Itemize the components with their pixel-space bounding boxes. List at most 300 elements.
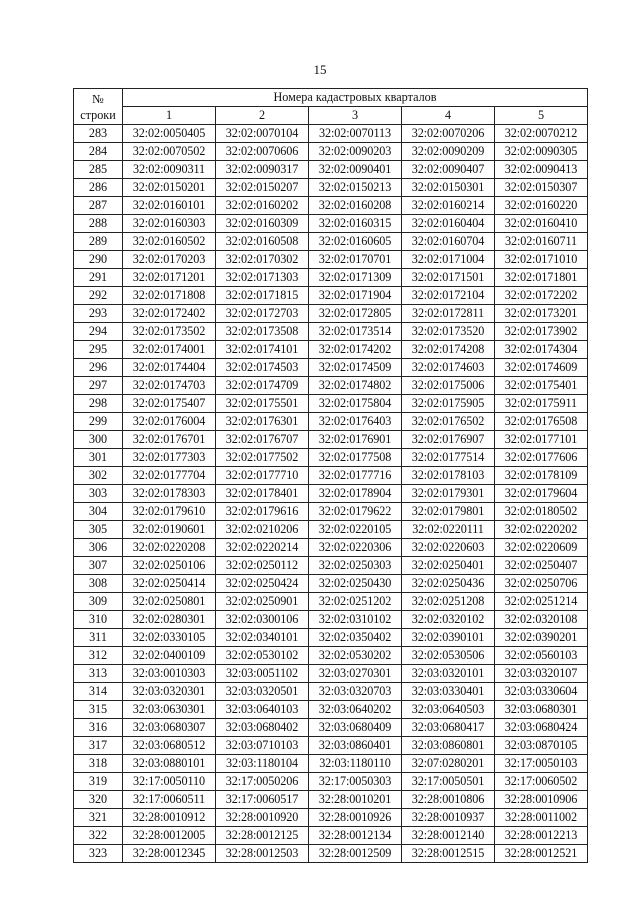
table-row xyxy=(74,737,588,755)
cadastral-number-cell: 32:07:0280201 xyxy=(402,755,495,773)
table-row xyxy=(74,755,588,773)
row-number-cell: 299 xyxy=(74,413,123,431)
cadastral-number-cell: 32:02:0250303 xyxy=(309,557,402,575)
cadastral-number-cell: 32:02:0171801 xyxy=(495,269,588,287)
cadastral-number-cell: 32:02:0250112 xyxy=(216,557,309,575)
table-row xyxy=(74,665,588,683)
cadastral-number-cell: 32:02:0177508 xyxy=(309,449,402,467)
row-number-cell: 303 xyxy=(74,485,123,503)
cadastral-number-cell: 32:02:0177710 xyxy=(216,467,309,485)
cadastral-number-cell: 32:02:0178904 xyxy=(309,485,402,503)
cadastral-number-cell: 32:02:0179301 xyxy=(402,485,495,503)
cadastral-number-cell: 32:02:0172703 xyxy=(216,305,309,323)
table-row xyxy=(74,575,588,593)
cadastral-number-cell: 32:02:0250436 xyxy=(402,575,495,593)
cadastral-number-cell: 32:02:0150301 xyxy=(402,179,495,197)
cadastral-number-cell: 32:02:0090311 xyxy=(123,161,216,179)
cadastral-quarters-table xyxy=(73,88,588,863)
cadastral-number-cell: 32:02:0340101 xyxy=(216,629,309,647)
cadastral-number-cell: 32:02:0173502 xyxy=(123,323,216,341)
cadastral-number-cell: 32:02:0173201 xyxy=(495,305,588,323)
column-number-header: 3 xyxy=(309,107,402,125)
row-number-cell: 302 xyxy=(74,467,123,485)
cadastral-number-cell: 32:02:0171309 xyxy=(309,269,402,287)
cadastral-number-cell: 32:02:0176907 xyxy=(402,431,495,449)
cadastral-number-cell: 32:02:0310102 xyxy=(309,611,402,629)
row-number-cell: 306 xyxy=(74,539,123,557)
row-number-cell: 319 xyxy=(74,773,123,791)
cadastral-number-cell: 32:03:0320107 xyxy=(495,665,588,683)
table-row xyxy=(74,485,588,503)
cadastral-number-cell: 32:02:0070212 xyxy=(495,125,588,143)
cadastral-number-cell: 32:02:0070113 xyxy=(309,125,402,143)
cadastral-number-cell: 32:02:0160208 xyxy=(309,197,402,215)
cadastral-number-cell: 32:02:0176301 xyxy=(216,413,309,431)
table-row xyxy=(74,791,588,809)
cadastral-number-cell: 32:02:0177716 xyxy=(309,467,402,485)
cadastral-number-cell: 32:02:0171201 xyxy=(123,269,216,287)
cadastral-number-cell: 32:02:0177606 xyxy=(495,449,588,467)
cadastral-number-cell: 32:28:0010937 xyxy=(402,809,495,827)
row-number-cell: 311 xyxy=(74,629,123,647)
cadastral-number-cell: 32:02:0530202 xyxy=(309,647,402,665)
row-number-cell: 315 xyxy=(74,701,123,719)
table-row xyxy=(74,395,588,413)
cadastral-number-cell: 32:02:0210206 xyxy=(216,521,309,539)
cadastral-number-cell: 32:03:0010303 xyxy=(123,665,216,683)
row-number-cell: 287 xyxy=(74,197,123,215)
cadastral-number-cell: 32:02:0220214 xyxy=(216,539,309,557)
cadastral-number-cell: 32:02:0070606 xyxy=(216,143,309,161)
header-row-column-numbers xyxy=(74,107,588,125)
cadastral-number-cell: 32:03:0320301 xyxy=(123,683,216,701)
cadastral-number-cell: 32:02:0560103 xyxy=(495,647,588,665)
cadastral-number-cell: 32:03:0640202 xyxy=(309,701,402,719)
cadastral-number-cell: 32:02:0250706 xyxy=(495,575,588,593)
cadastral-number-cell: 32:02:0176004 xyxy=(123,413,216,431)
table-row xyxy=(74,521,588,539)
cadastral-number-cell: 32:02:0174609 xyxy=(495,359,588,377)
cadastral-number-cell: 32:02:0172202 xyxy=(495,287,588,305)
cadastral-number-cell: 32:02:0530102 xyxy=(216,647,309,665)
cadastral-number-cell: 32:02:0176901 xyxy=(309,431,402,449)
cadastral-number-cell: 32:17:0060517 xyxy=(216,791,309,809)
row-number-cell: 321 xyxy=(74,809,123,827)
cadastral-number-cell: 32:02:0174503 xyxy=(216,359,309,377)
cadastral-number-cell: 32:02:0250424 xyxy=(216,575,309,593)
cadastral-number-cell: 32:02:0090317 xyxy=(216,161,309,179)
cadastral-number-cell: 32:02:0171004 xyxy=(402,251,495,269)
cadastral-number-cell: 32:02:0160410 xyxy=(495,215,588,233)
table-row xyxy=(74,179,588,197)
cadastral-number-cell: 32:02:0178401 xyxy=(216,485,309,503)
cadastral-number-cell: 32:02:0070502 xyxy=(123,143,216,161)
column-number-header: 2 xyxy=(216,107,309,125)
row-number-cell: 292 xyxy=(74,287,123,305)
row-number-cell: 283 xyxy=(74,125,123,143)
cadastral-number-cell: 32:02:0175401 xyxy=(495,377,588,395)
cadastral-number-cell: 32:02:0150201 xyxy=(123,179,216,197)
cadastral-number-cell: 32:02:0160605 xyxy=(309,233,402,251)
cadastral-number-cell: 32:02:0250407 xyxy=(495,557,588,575)
row-number-cell: 310 xyxy=(74,611,123,629)
column-number-header: 1 xyxy=(123,107,216,125)
cadastral-number-cell: 32:02:0178109 xyxy=(495,467,588,485)
row-number-cell: 318 xyxy=(74,755,123,773)
table-row xyxy=(74,611,588,629)
cadastral-number-cell: 32:02:0177303 xyxy=(123,449,216,467)
row-number-cell: 285 xyxy=(74,161,123,179)
cadastral-number-cell: 32:02:0177502 xyxy=(216,449,309,467)
cadastral-number-cell: 32:02:0179616 xyxy=(216,503,309,521)
row-number-cell: 304 xyxy=(74,503,123,521)
row-number-cell: 313 xyxy=(74,665,123,683)
cadastral-number-cell: 32:02:0177101 xyxy=(495,431,588,449)
cadastral-number-cell: 32:02:0250430 xyxy=(309,575,402,593)
row-number-cell: 293 xyxy=(74,305,123,323)
cadastral-number-cell: 32:02:0179610 xyxy=(123,503,216,521)
cadastral-number-cell: 32:02:0070206 xyxy=(402,125,495,143)
cadastral-number-cell: 32:02:0175407 xyxy=(123,395,216,413)
cadastral-number-cell: 32:02:0160303 xyxy=(123,215,216,233)
cadastral-number-cell: 32:02:0160220 xyxy=(495,197,588,215)
cadastral-number-cell: 32:02:0251202 xyxy=(309,593,402,611)
table-row xyxy=(74,449,588,467)
cadastral-number-cell: 32:02:0090209 xyxy=(402,143,495,161)
cadastral-number-cell: 32:02:0220306 xyxy=(309,539,402,557)
cadastral-number-cell: 32:03:0880101 xyxy=(123,755,216,773)
cadastral-number-cell: 32:17:0060511 xyxy=(123,791,216,809)
cadastral-number-cell: 32:02:0177514 xyxy=(402,449,495,467)
cadastral-number-cell: 32:28:0012515 xyxy=(402,845,495,863)
row-number-cell: 295 xyxy=(74,341,123,359)
cadastral-number-cell: 32:02:0160202 xyxy=(216,197,309,215)
cadastral-number-cell: 32:02:0160704 xyxy=(402,233,495,251)
cadastral-number-cell: 32:02:0174202 xyxy=(309,341,402,359)
cadastral-number-cell: 32:02:0173520 xyxy=(402,323,495,341)
cadastral-number-cell: 32:02:0220609 xyxy=(495,539,588,557)
cadastral-number-cell: 32:02:0070104 xyxy=(216,125,309,143)
cadastral-number-cell: 32:02:0171808 xyxy=(123,287,216,305)
cadastral-number-cell: 32:02:0179801 xyxy=(402,503,495,521)
cadastral-number-cell: 32:02:0330105 xyxy=(123,629,216,647)
row-number-cell: 300 xyxy=(74,431,123,449)
cadastral-number-cell: 32:03:0330604 xyxy=(495,683,588,701)
table-row xyxy=(74,341,588,359)
cadastral-number-cell: 32:28:0010920 xyxy=(216,809,309,827)
row-number-cell: 284 xyxy=(74,143,123,161)
cadastral-number-cell: 32:03:1180104 xyxy=(216,755,309,773)
row-number-cell: 288 xyxy=(74,215,123,233)
cadastral-number-cell: 32:02:0174802 xyxy=(309,377,402,395)
cadastral-number-cell: 32:02:0175905 xyxy=(402,395,495,413)
cadastral-number-cell: 32:02:0178303 xyxy=(123,485,216,503)
cadastral-number-cell: 32:02:0350402 xyxy=(309,629,402,647)
cadastral-number-cell: 32:02:0160508 xyxy=(216,233,309,251)
cadastral-number-cell: 32:02:0174001 xyxy=(123,341,216,359)
table-row xyxy=(74,233,588,251)
cadastral-number-cell: 32:03:0320101 xyxy=(402,665,495,683)
cadastral-number-cell: 32:03:0051102 xyxy=(216,665,309,683)
table-row xyxy=(74,503,588,521)
column-number-header: 5 xyxy=(495,107,588,125)
cadastral-number-cell: 32:02:0176502 xyxy=(402,413,495,431)
row-number-cell: 312 xyxy=(74,647,123,665)
cadastral-number-cell: 32:28:0012521 xyxy=(495,845,588,863)
table-row xyxy=(74,647,588,665)
cadastral-number-cell: 32:03:0320703 xyxy=(309,683,402,701)
cadastral-number-cell: 32:02:0251208 xyxy=(402,593,495,611)
cadastral-number-cell: 32:02:0175501 xyxy=(216,395,309,413)
table-row xyxy=(74,161,588,179)
cadastral-number-cell: 32:02:0400109 xyxy=(123,647,216,665)
cadastral-number-cell: 32:03:0270301 xyxy=(309,665,402,683)
cadastral-number-cell: 32:03:0680417 xyxy=(402,719,495,737)
cadastral-number-cell: 32:02:0170701 xyxy=(309,251,402,269)
cadastral-number-cell: 32:02:0171010 xyxy=(495,251,588,269)
table-row xyxy=(74,539,588,557)
table-title-header: Номера кадастровых кварталов xyxy=(123,89,588,107)
cadastral-number-cell: 32:02:0179622 xyxy=(309,503,402,521)
cadastral-number-cell: 32:02:0176701 xyxy=(123,431,216,449)
header-row-title xyxy=(74,89,588,107)
cadastral-number-cell: 32:28:0012005 xyxy=(123,827,216,845)
cadastral-number-cell: 32:02:0320102 xyxy=(402,611,495,629)
cadastral-number-cell: 32:03:0860401 xyxy=(309,737,402,755)
cadastral-number-cell: 32:03:0640103 xyxy=(216,701,309,719)
cadastral-number-cell: 32:02:0171815 xyxy=(216,287,309,305)
cadastral-number-cell: 32:02:0176403 xyxy=(309,413,402,431)
cadastral-number-cell: 32:02:0174603 xyxy=(402,359,495,377)
cadastral-number-cell: 32:28:0010806 xyxy=(402,791,495,809)
table-row xyxy=(74,143,588,161)
cadastral-number-cell: 32:02:0250401 xyxy=(402,557,495,575)
cadastral-number-cell: 32:28:0010912 xyxy=(123,809,216,827)
cadastral-number-cell: 32:02:0190601 xyxy=(123,521,216,539)
row-number-cell: 308 xyxy=(74,575,123,593)
cadastral-number-cell: 32:02:0251214 xyxy=(495,593,588,611)
cadastral-number-cell: 32:02:0530506 xyxy=(402,647,495,665)
cadastral-number-cell: 32:28:0012125 xyxy=(216,827,309,845)
cadastral-number-cell: 32:03:0870105 xyxy=(495,737,588,755)
row-number-header xyxy=(74,89,123,125)
row-number-cell: 314 xyxy=(74,683,123,701)
row-number-cell: 291 xyxy=(74,269,123,287)
cadastral-number-cell: 32:02:0179604 xyxy=(495,485,588,503)
table-row xyxy=(74,773,588,791)
cadastral-number-cell: 32:02:0250801 xyxy=(123,593,216,611)
row-number-cell: 301 xyxy=(74,449,123,467)
row-number-cell: 307 xyxy=(74,557,123,575)
row-number-cell: 298 xyxy=(74,395,123,413)
cadastral-number-cell: 32:02:0170302 xyxy=(216,251,309,269)
cadastral-number-cell: 32:02:0160711 xyxy=(495,233,588,251)
cadastral-number-cell: 32:03:0320501 xyxy=(216,683,309,701)
cadastral-number-cell: 32:17:0050206 xyxy=(216,773,309,791)
cadastral-number-cell: 32:02:0090305 xyxy=(495,143,588,161)
table-row xyxy=(74,629,588,647)
table-row xyxy=(74,719,588,737)
cadastral-number-cell: 32:17:0050303 xyxy=(309,773,402,791)
table-row xyxy=(74,431,588,449)
table-row xyxy=(74,557,588,575)
cadastral-number-cell: 32:02:0172402 xyxy=(123,305,216,323)
table-row xyxy=(74,323,588,341)
cadastral-number-cell: 32:03:0680301 xyxy=(495,701,588,719)
cadastral-number-cell: 32:03:0680409 xyxy=(309,719,402,737)
cadastral-number-cell: 32:02:0150207 xyxy=(216,179,309,197)
cadastral-number-cell: 32:02:0180502 xyxy=(495,503,588,521)
row-number-cell: 323 xyxy=(74,845,123,863)
column-number-header: 4 xyxy=(402,107,495,125)
cadastral-number-cell: 32:02:0280301 xyxy=(123,611,216,629)
table-row xyxy=(74,845,588,863)
cadastral-number-cell: 32:02:0250414 xyxy=(123,575,216,593)
page-number: 15 xyxy=(313,62,327,77)
table-row xyxy=(74,683,588,701)
row-number-cell: 305 xyxy=(74,521,123,539)
cadastral-number-cell: 32:03:0330401 xyxy=(402,683,495,701)
row-number-cell: 289 xyxy=(74,233,123,251)
cadastral-number-cell: 32:02:0170203 xyxy=(123,251,216,269)
cadastral-number-cell: 32:02:0150307 xyxy=(495,179,588,197)
cadastral-number-cell: 32:28:0012140 xyxy=(402,827,495,845)
cadastral-number-cell: 32:02:0172104 xyxy=(402,287,495,305)
cadastral-number-cell: 32:03:0630301 xyxy=(123,701,216,719)
table-row xyxy=(74,287,588,305)
cadastral-number-cell: 32:02:0090203 xyxy=(309,143,402,161)
cadastral-number-cell: 32:02:0090413 xyxy=(495,161,588,179)
cadastral-number-cell: 32:02:0171303 xyxy=(216,269,309,287)
cadastral-number-cell: 32:02:0250901 xyxy=(216,593,309,611)
cadastral-number-cell: 32:02:0390201 xyxy=(495,629,588,647)
cadastral-number-cell: 32:02:0220202 xyxy=(495,521,588,539)
cadastral-number-cell: 32:02:0160101 xyxy=(123,197,216,215)
table-row xyxy=(74,701,588,719)
cadastral-number-cell: 32:02:0090401 xyxy=(309,161,402,179)
cadastral-number-cell: 32:02:0250106 xyxy=(123,557,216,575)
cadastral-number-cell: 32:02:0174709 xyxy=(216,377,309,395)
cadastral-number-cell: 32:02:0160309 xyxy=(216,215,309,233)
table-row xyxy=(74,413,588,431)
cadastral-number-cell: 32:02:0172811 xyxy=(402,305,495,323)
cadastral-number-cell: 32:03:0680512 xyxy=(123,737,216,755)
table-row xyxy=(74,593,588,611)
cadastral-number-cell: 32:02:0160315 xyxy=(309,215,402,233)
cadastral-number-cell: 32:02:0178103 xyxy=(402,467,495,485)
cadastral-number-cell: 32:28:0012134 xyxy=(309,827,402,845)
cadastral-number-cell: 32:02:0173508 xyxy=(216,323,309,341)
cadastral-number-cell: 32:02:0176707 xyxy=(216,431,309,449)
cadastral-number-cell: 32:28:0010926 xyxy=(309,809,402,827)
cadastral-number-cell: 32:03:0640503 xyxy=(402,701,495,719)
cadastral-number-cell: 32:02:0175911 xyxy=(495,395,588,413)
cadastral-number-cell: 32:02:0173514 xyxy=(309,323,402,341)
cadastral-number-cell: 32:02:0160404 xyxy=(402,215,495,233)
cadastral-number-cell: 32:02:0174208 xyxy=(402,341,495,359)
cadastral-number-cell: 32:02:0173902 xyxy=(495,323,588,341)
cadastral-number-cell: 32:02:0220111 xyxy=(402,521,495,539)
table-row xyxy=(74,359,588,377)
row-number-cell: 296 xyxy=(74,359,123,377)
cadastral-number-cell: 32:28:0012213 xyxy=(495,827,588,845)
cadastral-number-cell: 32:02:0150213 xyxy=(309,179,402,197)
cadastral-number-cell: 32:28:0010906 xyxy=(495,791,588,809)
row-number-cell: 322 xyxy=(74,827,123,845)
cadastral-number-cell: 32:02:0174304 xyxy=(495,341,588,359)
cadastral-number-cell: 32:02:0175006 xyxy=(402,377,495,395)
cadastral-number-cell: 32:02:0172805 xyxy=(309,305,402,323)
cadastral-number-cell: 32:17:0050501 xyxy=(402,773,495,791)
cadastral-number-cell: 32:02:0174509 xyxy=(309,359,402,377)
cadastral-number-cell: 32:02:0220603 xyxy=(402,539,495,557)
table-row xyxy=(74,305,588,323)
cadastral-number-cell: 32:02:0171904 xyxy=(309,287,402,305)
row-number-cell: 290 xyxy=(74,251,123,269)
cadastral-number-cell: 32:02:0175804 xyxy=(309,395,402,413)
row-number-header-symbol: № xyxy=(92,91,104,106)
cadastral-number-cell: 32:03:0680424 xyxy=(495,719,588,737)
cadastral-number-cell: 32:02:0050405 xyxy=(123,125,216,143)
row-number-cell: 294 xyxy=(74,323,123,341)
table-row xyxy=(74,377,588,395)
cadastral-number-cell: 32:02:0390101 xyxy=(402,629,495,647)
cadastral-number-cell: 32:03:1180110 xyxy=(309,755,402,773)
cadastral-number-cell: 32:28:0010201 xyxy=(309,791,402,809)
cadastral-number-cell: 32:03:0860801 xyxy=(402,737,495,755)
table-row xyxy=(74,125,588,143)
cadastral-number-cell: 32:03:0680402 xyxy=(216,719,309,737)
cadastral-number-cell: 32:28:0012345 xyxy=(123,845,216,863)
cadastral-number-cell: 32:03:0680307 xyxy=(123,719,216,737)
row-number-cell: 317 xyxy=(74,737,123,755)
cadastral-number-cell: 32:02:0220105 xyxy=(309,521,402,539)
row-number-cell: 309 xyxy=(74,593,123,611)
cadastral-number-cell: 32:02:0160214 xyxy=(402,197,495,215)
cadastral-number-cell: 32:02:0320108 xyxy=(495,611,588,629)
cadastral-number-cell: 32:03:0710103 xyxy=(216,737,309,755)
row-number-cell: 316 xyxy=(74,719,123,737)
cadastral-number-cell: 32:02:0176508 xyxy=(495,413,588,431)
table-row xyxy=(74,467,588,485)
row-number-cell: 286 xyxy=(74,179,123,197)
table-body xyxy=(74,125,588,863)
cadastral-number-cell: 32:02:0171501 xyxy=(402,269,495,287)
table-row xyxy=(74,827,588,845)
cadastral-number-cell: 32:02:0174703 xyxy=(123,377,216,395)
cadastral-number-cell: 32:17:0060502 xyxy=(495,773,588,791)
cadastral-number-cell: 32:17:0050110 xyxy=(123,773,216,791)
table-row xyxy=(74,809,588,827)
row-number-header-word: строки xyxy=(80,107,116,122)
cadastral-number-cell: 32:02:0177704 xyxy=(123,467,216,485)
table-row xyxy=(74,269,588,287)
cadastral-number-cell: 32:17:0050103 xyxy=(495,755,588,773)
cadastral-number-cell: 32:28:0012509 xyxy=(309,845,402,863)
table-row xyxy=(74,215,588,233)
cadastral-number-cell: 32:02:0090407 xyxy=(402,161,495,179)
table-row xyxy=(74,197,588,215)
cadastral-number-cell: 32:28:0011002 xyxy=(495,809,588,827)
row-number-cell: 320 xyxy=(74,791,123,809)
cadastral-number-cell: 32:02:0160502 xyxy=(123,233,216,251)
cadastral-number-cell: 32:28:0012503 xyxy=(216,845,309,863)
cadastral-number-cell: 32:02:0174404 xyxy=(123,359,216,377)
cadastral-number-cell: 32:02:0174101 xyxy=(216,341,309,359)
cadastral-number-cell: 32:02:0300106 xyxy=(216,611,309,629)
table-row xyxy=(74,251,588,269)
row-number-cell: 297 xyxy=(74,377,123,395)
